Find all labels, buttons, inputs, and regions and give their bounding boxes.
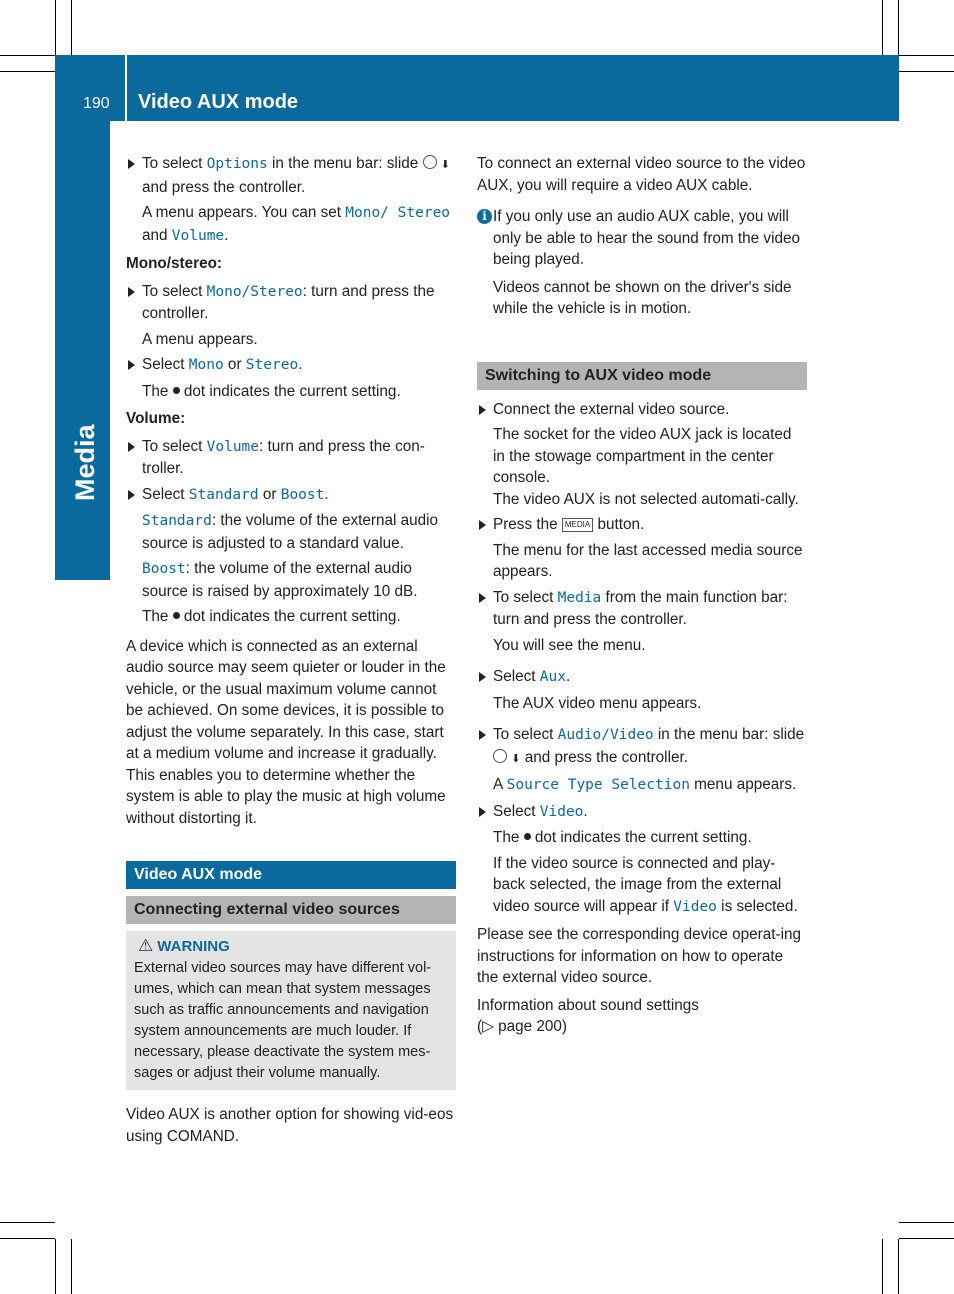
slide-down-icon: ⬇ [511,752,521,765]
crop-mark [899,55,954,56]
warning-text: External video sources may have different vol-umes, which can mean that system messages such as traffic announcements and navigation system announcements are much louder. If necessary, please deactivate the system mes-sages or adjust their volume manually. [134,960,432,1081]
instruction-step: To select Audio/Video in the menu bar: slide ⬇ and press the controller. [477,724,807,770]
step-arrow-icon [479,520,486,530]
warning-box [126,931,456,1090]
instruction-step: Select Mono or Stereo. [126,354,456,377]
subheading: Volume: [126,410,186,427]
left-column [126,153,456,1153]
crop-mark [55,0,56,55]
media-button-icon: MEDIA [562,518,593,532]
subsection-heading: Connecting external video sources [126,896,456,924]
body-paragraph: Information about sound settings (▷ page 200) [477,996,699,1035]
instruction-step: Select Standard or Boost. [126,484,456,507]
crop-mark [899,1222,954,1223]
step-arrow-icon [128,159,135,169]
instruction-step: To select Volume: turn and press the con-troller. [126,436,456,480]
body-paragraph: To connect an external video source to the video AUX, you will require a video AUX cable. [477,155,806,194]
step-result: The dot indicates the current setting. [493,829,752,846]
side-tab [55,121,110,580]
step-arrow-icon [479,672,486,682]
step-result: The dot indicates the current setting. [142,608,401,625]
body-paragraph: Please see the corresponding device operat-ing instructions for information on how to operate the external video source. [477,926,801,986]
crop-mark [0,55,55,56]
step-arrow-icon [128,360,135,370]
subheading: Mono/stereo: [126,255,223,272]
subsection-heading: Switching to AUX video mode [477,362,807,390]
crop-mark [882,1239,883,1294]
instruction-step: Select Video. [477,801,807,824]
crop-mark [882,0,883,55]
body-paragraph: A device which is connected as an external audio source may seem quieter or louder in the vehicle, or the usual maximum volume cannot be achieved. On some devices, it is possible to adjust the volume separately. In this case, start at a medium volume and increase it gradually. This enables you to determine whether the system is able to play the music at high volume without distorting it. [126,637,446,827]
instruction-step: To select Media from the main function bar: turn and press the controller. [477,587,807,631]
controller-icon [493,749,507,763]
step-result: Boost: the volume of the external audio source is raised by approximately 10 dB. [142,560,418,600]
step-arrow-icon [128,442,135,452]
crop-mark [899,1238,954,1239]
section-heading: Video AUX mode [126,861,456,889]
step-arrow-icon [479,405,486,415]
step-result: The socket for the video AUX jack is located in the stowage compartment in the center console. [493,426,792,486]
right-column [477,153,807,1044]
step-arrow-icon [128,490,135,500]
info-note: i If you only use an audio AUX cable, you will only be able to hear the sound from the video being played. [477,206,807,271]
page-title: Video AUX mode [138,91,299,113]
page-header [55,55,899,121]
controller-icon [423,155,437,169]
step-result: A menu appears. [142,330,258,348]
instruction-step: Select Aux. [477,666,807,689]
step-result: Standard: the volume of the external audio source is adjusted to a standard value. [142,512,439,552]
body-paragraph: Video AUX is another option for showing vid-eos using COMAND. [126,1106,454,1145]
crop-mark [55,1239,56,1294]
crop-mark [71,1239,72,1294]
crop-mark [0,71,55,72]
header-divider [125,55,127,121]
crop-mark [898,0,899,55]
step-arrow-icon [479,593,486,603]
slide-down-icon: ⬇ [440,159,450,171]
page-reference: (▷ page 200) [477,1018,568,1035]
warning-heading: WARNING [157,938,230,955]
instruction-step: To select Mono/Stereo: turn and press the controller. [126,281,456,325]
step-result: The video AUX is not selected automati-cally. [493,490,799,508]
side-tab-label: Media [70,424,100,501]
warning-triangle-icon: ⚠ [138,936,154,955]
step-result: The menu for the last accessed media source appears. [493,541,803,580]
bullet-dot-icon [173,612,180,619]
step-result: If the video source is connected and play-back selected, the image from the external video source will appear if Video is selected. [493,854,798,915]
step-result: You will see the menu. [493,636,646,654]
step-result: The dot indicates the current setting. [142,382,401,400]
instruction-step: To select Options in the menu bar: slide ⬇ and press the controller. [126,153,456,198]
crop-mark [0,1222,55,1223]
step-result: A Source Type Selection menu appears. [493,776,797,793]
crop-mark [71,0,72,55]
bullet-dot-icon [173,387,180,394]
step-result: A menu appears. You can set Mono/ Stereo and Volume. [142,204,451,244]
crop-mark [899,71,954,72]
info-icon: i [477,209,492,224]
page-number: 190 [83,95,110,112]
bullet-dot-icon [524,833,531,840]
crop-mark [0,1238,55,1239]
step-arrow-icon [479,807,486,817]
info-note-text: Videos cannot be shown on the driver's side while the vehicle is in motion. [493,278,792,317]
crop-mark [898,1239,899,1294]
step-arrow-icon [128,287,135,297]
step-result: The AUX video menu appears. [493,694,702,712]
instruction-step: Press the MEDIA button. [477,514,807,536]
instruction-step: Connect the external video source. [477,399,807,421]
step-arrow-icon [479,730,486,740]
